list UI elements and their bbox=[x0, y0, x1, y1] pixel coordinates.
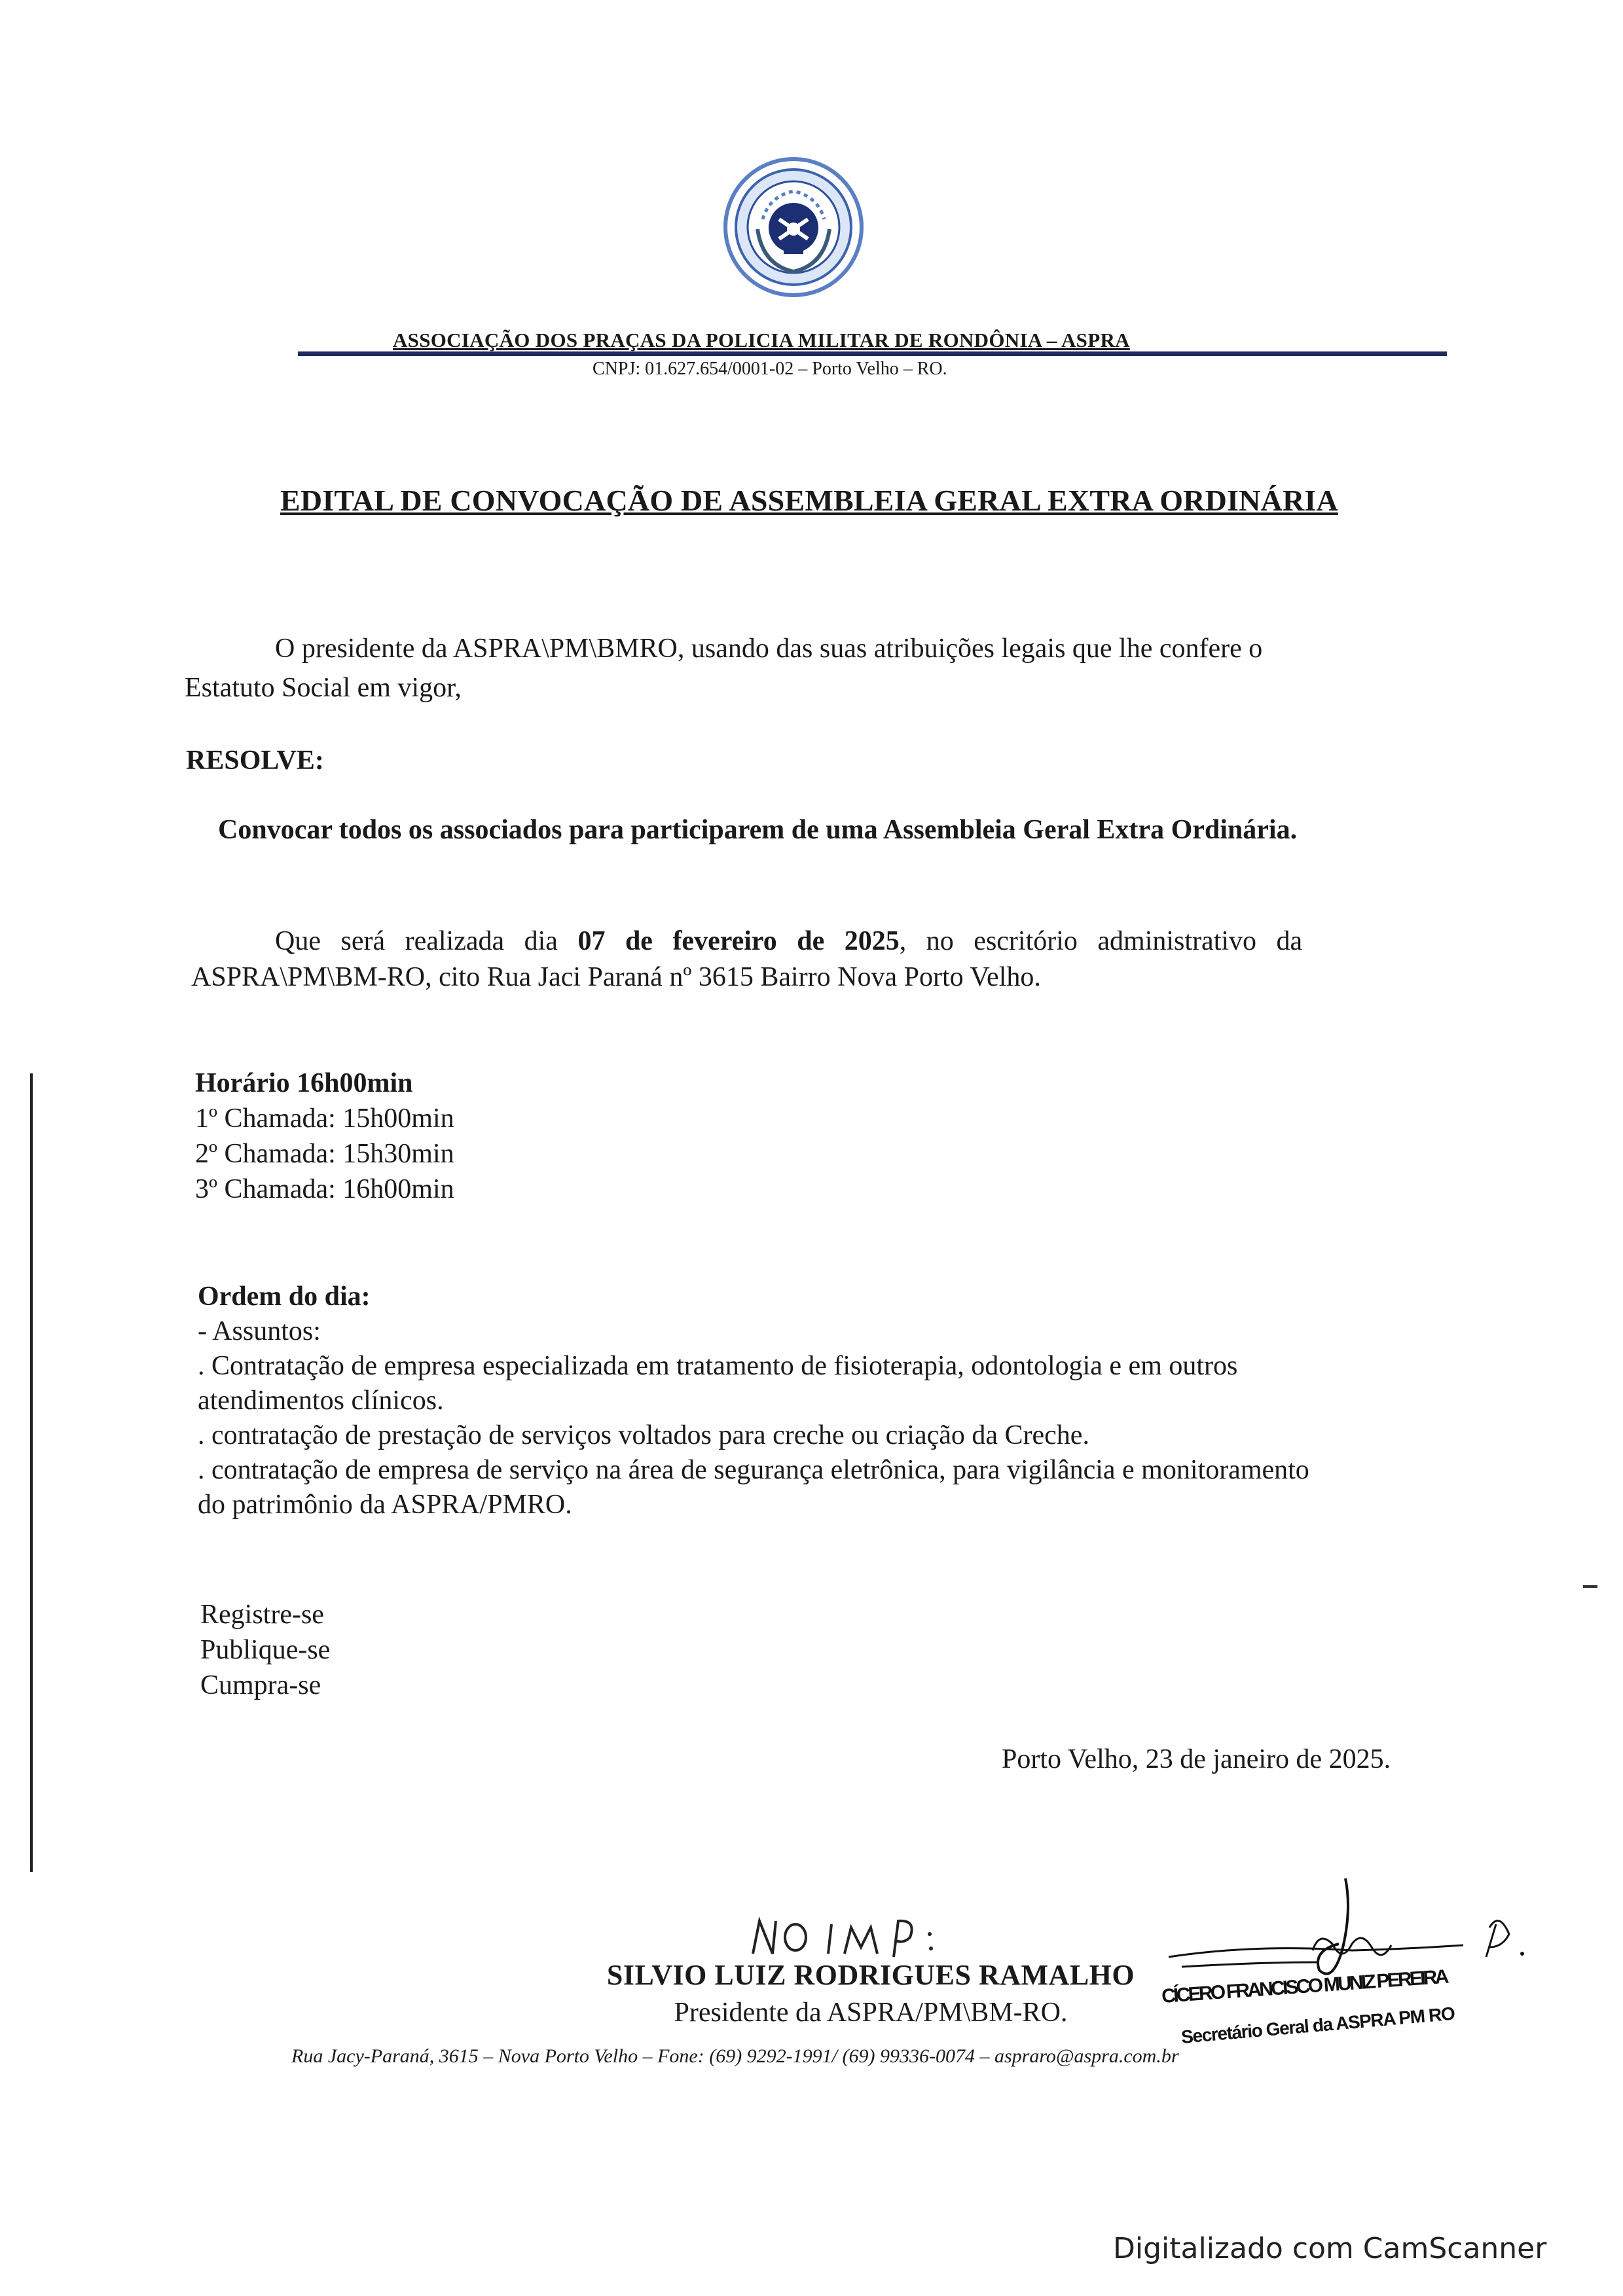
intro-line-1: O presidente da ASPRA\PM\BMRO, usando das suas atribuições legais que lhe confere o bbox=[275, 634, 1263, 664]
scan-edge-mark bbox=[30, 1073, 33, 1872]
signatory-block bbox=[537, 1958, 1205, 2028]
svg-text:Secretário Geral da ASPRA PM R: Secretário Geral da ASPRA PM RO bbox=[1180, 2003, 1456, 2047]
scan-mark bbox=[1583, 1585, 1597, 1588]
svg-text:CÍCERO FRANCISCO MUNIZ PEREIRA: CÍCERO FRANCISCO MUNIZ PEREIRA bbox=[1161, 1965, 1450, 2007]
agenda-line: do patrimônio da ASPRA/PMRO. bbox=[198, 1490, 572, 1520]
scanner-watermark: Digitalizado com CamScanner bbox=[1113, 2232, 1547, 2265]
closing-line: Cumpra-se bbox=[200, 1670, 321, 1700]
resolve-label: RESOLVE: bbox=[186, 745, 324, 776]
meeting-date: 07 de fevereiro de 2025 bbox=[577, 926, 900, 956]
schedule-heading: Horário 16h00min bbox=[195, 1068, 413, 1098]
meeting-suffix: , no escritório administrativo da bbox=[899, 926, 1303, 956]
footer-address: Rua Jacy-Paraná, 3615 – Nova Porto Velho – Fone: (69) 9292-1991/ (69) 99336-0074 – aspraro@aspra.com.br bbox=[291, 2045, 1179, 2067]
signatory-role: Presidente da ASPRA/PM\BM-RO. bbox=[674, 1998, 1068, 2028]
organization-name: ASSOCIAÇÃO DOS PRAÇAS DA POLICIA MILITAR DE RONDÔNIA – ASPRA bbox=[393, 329, 1130, 351]
closing-block bbox=[200, 1597, 330, 1703]
call-item: 3º Chamada: 16h00min bbox=[195, 1174, 454, 1204]
closing-line: Publique-se bbox=[200, 1635, 331, 1665]
header-rule bbox=[298, 351, 1447, 356]
agenda-line: . contratação de empresa de serviço na área de segurança eletrônica, para vigilância e monitoramento bbox=[198, 1455, 1309, 1485]
call-item: 1º Chamada: 15h00min bbox=[195, 1103, 454, 1134]
schedule-block bbox=[195, 1066, 454, 1207]
agenda-line: . contratação de prestação de serviços voltados para creche ou criação da Creche. bbox=[198, 1420, 1089, 1450]
intro-line-2: Estatuto Social em vigor, bbox=[185, 673, 462, 703]
meeting-line-1 bbox=[275, 923, 1453, 960]
agenda-heading: Ordem do dia: bbox=[198, 1282, 371, 1312]
convocation-text: Convocar todos os associados para participarem de uma Assembleia Geral Extra Ordinária. bbox=[218, 815, 1298, 845]
aspra-emblem-icon bbox=[723, 157, 864, 298]
signatory-name: SILVIO LUIZ RODRIGUES RAMALHO bbox=[606, 1959, 1135, 1991]
meeting-prefix: Que será realizada dia bbox=[275, 926, 578, 956]
closing-line: Registre-se bbox=[200, 1600, 324, 1630]
document-title: EDITAL DE CONVOCAÇÃO DE ASSEMBLEIA GERAL EXTRA ORDINÁRIA bbox=[280, 484, 1338, 517]
meeting-line-2: ASPRA\PM\BM-RO, cito Rua Jaci Paraná nº 3615 Bairro Nova Porto Velho. bbox=[191, 962, 1041, 992]
call-item: 2º Chamada: 15h30min bbox=[195, 1139, 454, 1169]
cnpj-line: CNPJ: 01.627.654/0001-02 – Porto Velho – RO. bbox=[593, 359, 947, 379]
place-date: Porto Velho, 23 de janeiro de 2025. bbox=[1002, 1744, 1391, 1774]
agenda-line: atendimentos clínicos. bbox=[198, 1386, 444, 1416]
secretary-stamp-signature bbox=[1156, 1872, 1535, 2075]
agenda-line: . Contratação de empresa especializada em tratamento de fisioterapia, odontologia e em outros bbox=[198, 1351, 1238, 1381]
agenda-block bbox=[198, 1280, 1309, 1522]
agenda-line: - Assuntos: bbox=[198, 1316, 321, 1346]
